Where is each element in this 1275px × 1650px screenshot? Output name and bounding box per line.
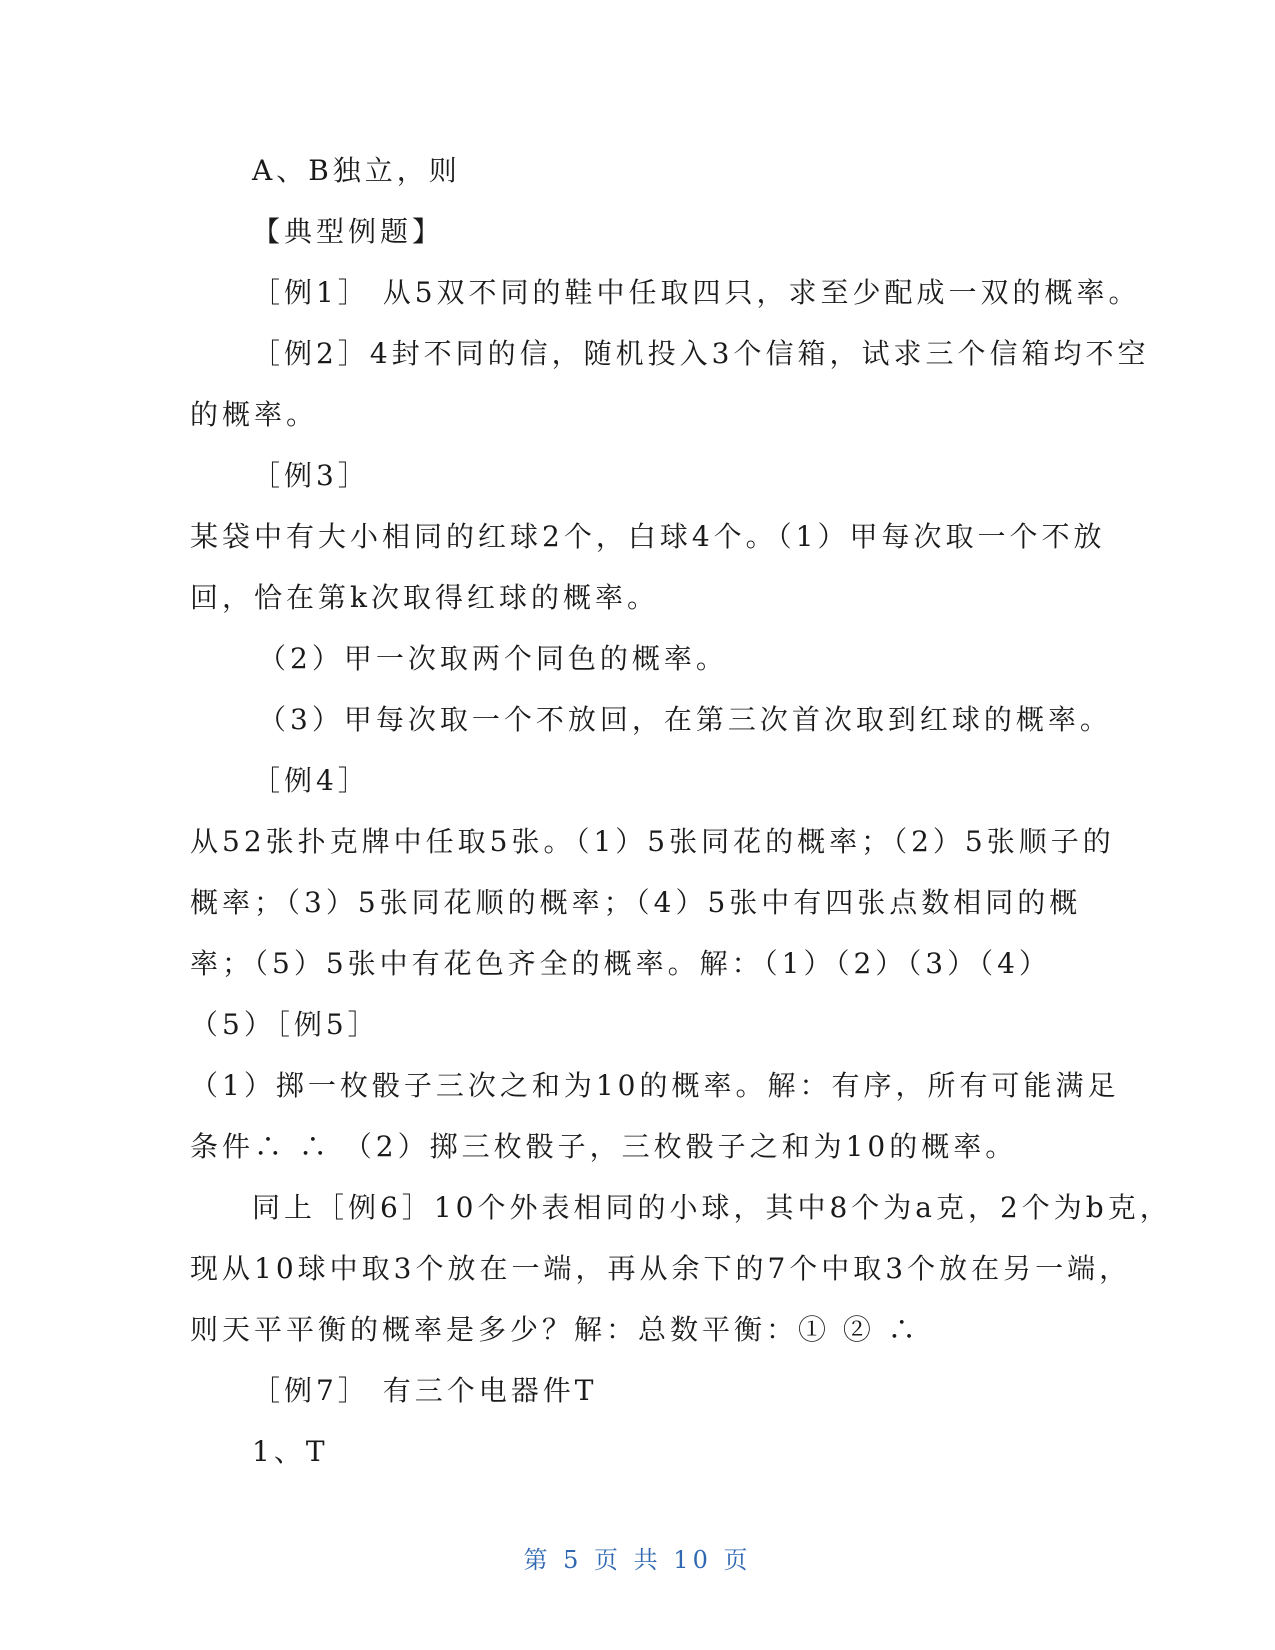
- text-line: 概率；（3）5张同花顺的概率；（4）5张中有四张点数相同的概: [190, 886, 1082, 919]
- text-line: 条件∴ ∴ （2）掷三枚骰子，三枚骰子之和为10的概率。: [190, 1130, 1018, 1163]
- text-line: （5）［例5］: [190, 1008, 380, 1041]
- text-line: A、B独立，则: [252, 154, 461, 187]
- text-line: 同上［例6］10个外表相同的小球，其中8个为a克，2个为b克，: [252, 1191, 1172, 1224]
- text-line: （1）掷一枚骰子三次之和为10的概率。解：有序，所有可能满足: [190, 1069, 1120, 1102]
- example-7: ［例7］ 有三个电器件T: [252, 1374, 598, 1407]
- section-heading: 【典型例题】: [252, 215, 445, 248]
- text-line: 则天平平衡的概率是多少？解：总数平衡：① ② ∴: [190, 1313, 920, 1346]
- text-line: 1、T: [252, 1435, 329, 1468]
- page-number: 第 5 页 共 10 页: [523, 1546, 752, 1574]
- document-body: [190, 140, 1172, 1482]
- example-2: ［例2］4封不同的信，随机投入3个信箱，试求三个信箱均不空: [252, 337, 1150, 370]
- text-line: （3）甲每次取一个不放回，在第三次首次取到红球的概率。: [258, 703, 1112, 736]
- text-line: （2）甲一次取两个同色的概率。: [258, 642, 728, 675]
- example-4-label: ［例4］: [252, 764, 370, 797]
- example-3-label: ［例3］: [252, 459, 370, 492]
- text-line: 的概率。: [190, 398, 319, 431]
- text-line: 某袋中有大小相同的红球2个，白球4个。（1）甲每次取一个不放: [190, 520, 1106, 553]
- example-1: ［例1］ 从5双不同的鞋中任取四只，求至少配成一双的概率。: [252, 276, 1141, 309]
- text-line: 回，恰在第k次取得红球的概率。: [190, 581, 659, 614]
- text-line: 现从10球中取3个放在一端，再从余下的7个中取3个放在另一端，: [190, 1252, 1132, 1285]
- text-line: 率；（5）5张中有花色齐全的概率。解：（1）（2）（3）（4）: [190, 947, 1051, 980]
- text-line: 从52张扑克牌中任取5张。（1）5张同花的概率；（2）5张顺子的: [190, 825, 1115, 858]
